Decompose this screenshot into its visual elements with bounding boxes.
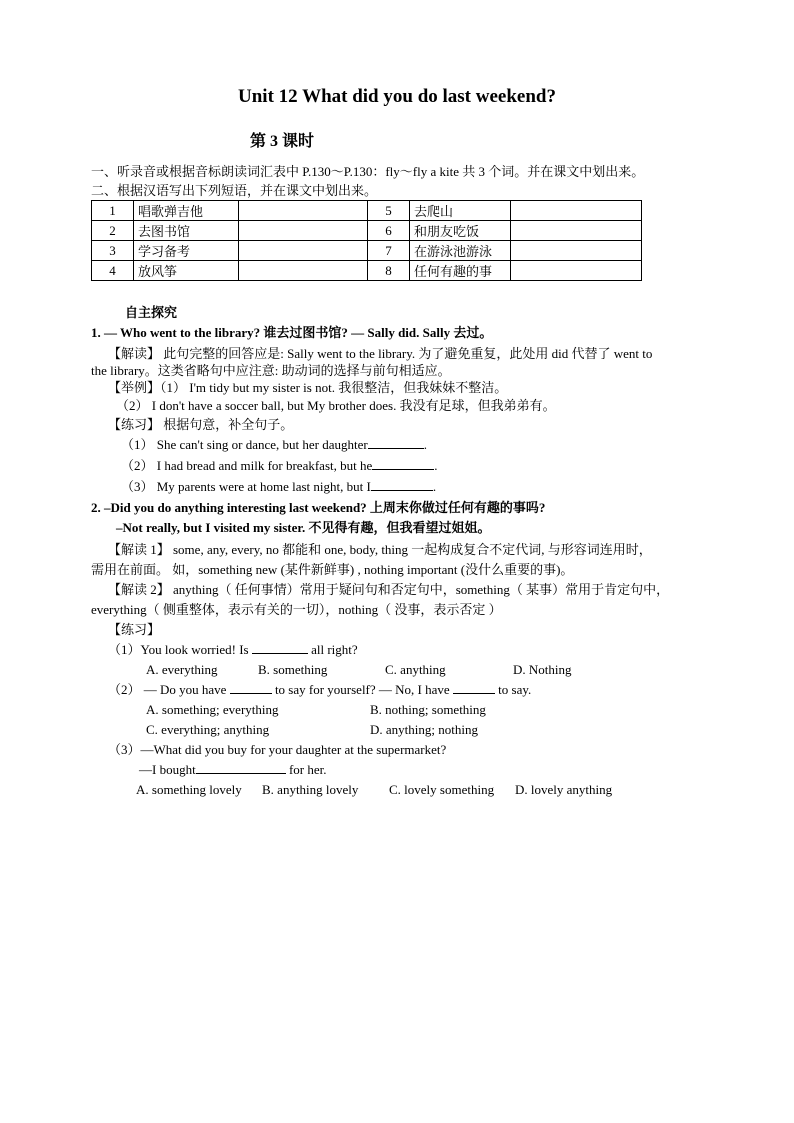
exercise-2-option-c[interactable]: C. everything; anything	[146, 722, 270, 737]
question-2-heading: 2. –Did you do anything interesting last weekend? 上周末你做过任何有趣的事吗?	[91, 500, 546, 515]
answer-cell[interactable]	[511, 221, 642, 241]
exercise-3-option-a[interactable]: A. something lovely	[136, 782, 242, 797]
section-heading: 自主探究	[125, 305, 178, 320]
phrase-chinese: 和朋友吃饭	[410, 221, 511, 241]
exercise-2-option-d[interactable]: D. anything; nothing	[370, 722, 478, 737]
answer-blank[interactable]	[371, 478, 433, 491]
exercise-2: （2） — Do you have to say for yourself? — No, I have to say.	[108, 682, 532, 697]
row-number: 5	[368, 201, 410, 221]
answer-blank[interactable]	[196, 761, 286, 774]
answer-cell[interactable]	[511, 201, 642, 221]
exercise-3-option-b[interactable]: B. anything lovely	[262, 782, 359, 797]
exercise-1: （1）You look worried! Is all right?	[108, 642, 358, 657]
answer-cell[interactable]	[511, 241, 642, 261]
exercise-1-option-d[interactable]: D. Nothing	[513, 662, 572, 677]
q2-explanation-2-line1: 【解读 2】 anything（ 任何事情）常用于疑问句和否定句中，something（ 某事）常用于肯定句中，	[108, 582, 670, 597]
exercise-1-option-c[interactable]: C. anything	[385, 662, 446, 677]
phrase-chinese: 唱歌弹吉他	[134, 201, 239, 221]
row-number: 4	[92, 261, 134, 281]
question-1-heading: 1. — Who went to the library? 谁去过图书馆? — Sally did. Sally 去过。	[91, 325, 493, 340]
answer-blank[interactable]	[453, 681, 495, 694]
task-2: 二、根据汉语写出下列短语，并在课文中划出来。	[91, 183, 378, 198]
phrase-chinese: 学习备考	[134, 241, 239, 261]
exercise-1-option-b[interactable]: B. something	[258, 662, 328, 677]
answer-blank[interactable]	[252, 641, 308, 654]
row-number: 6	[368, 221, 410, 241]
q2-explanation-2-line2: everything（ 侧重整体，表示有关的一切），nothing（ 没事，表示否定 ）	[91, 602, 502, 617]
q1-practice-item-1: （1） She can't sing or dance, but her daughter .	[121, 437, 427, 452]
table-row	[92, 201, 642, 221]
answer-cell[interactable]	[511, 261, 642, 281]
exercise-3-question: （3）—What did you buy for your daughter at the supermarket?	[108, 742, 447, 757]
exercise-3-option-c[interactable]: C. lovely something	[389, 782, 495, 797]
exercise-2-option-b[interactable]: B. nothing; something	[370, 702, 486, 717]
table-row	[92, 261, 642, 281]
exercise-2-option-a[interactable]: A. something; everything	[146, 702, 279, 717]
answer-blank[interactable]	[372, 457, 434, 470]
exercise-1-option-a[interactable]: A. everything	[146, 662, 218, 677]
table-row	[92, 241, 642, 261]
phrase-chinese: 在游泳池游泳	[410, 241, 511, 261]
q2-explanation-1-line1: 【解读 1】 some, any, every, no 都能和 one, body, thing 一起构成复合不定代词, 与形容词连用时，	[108, 542, 652, 557]
lesson-subtitle: 第 3 课时	[250, 133, 315, 150]
q1-practice-item-2: （2） I had bread and milk for breakfast, but he .	[121, 458, 438, 473]
answer-cell[interactable]	[239, 241, 368, 261]
q2-explanation-1-line2: 需用在前面。 如，something new (某件新鲜事) , nothing important (没什么重要的事)。	[91, 562, 574, 577]
row-number: 3	[92, 241, 134, 261]
row-number: 8	[368, 261, 410, 281]
answer-blank[interactable]	[368, 436, 424, 449]
q1-example-1: 【举例】（1） I'm tidy but my sister is not. 我很整洁，但我妹妹不整洁。	[108, 380, 508, 395]
q1-example-2: （2） I don't have a soccer ball, but My brother does. 我没有足球，但我弟弟有。	[116, 398, 556, 413]
answer-cell[interactable]	[239, 261, 368, 281]
exercise-3-option-d[interactable]: D. lovely anything	[515, 782, 613, 797]
row-number: 1	[92, 201, 134, 221]
row-number: 2	[92, 221, 134, 241]
phrase-chinese: 放风筝	[134, 261, 239, 281]
q1-explanation-line2: the library。这类省略句中应注意: 助动词的选择与前句相适应。	[91, 363, 451, 378]
q1-practice-item-3: （3） My parents were at home last night, but I .	[121, 479, 437, 494]
page-title: Unit 12 What did you do last weekend?	[238, 86, 556, 107]
exercise-3-answer: —I bought for her.	[139, 762, 327, 777]
answer-blank[interactable]	[230, 681, 272, 694]
answer-cell[interactable]	[239, 201, 368, 221]
question-2-answer: –Not really, but I visited my sister. 不见得有趣，但我看望过姐姐。	[116, 520, 491, 535]
phrase-chinese: 去爬山	[410, 201, 511, 221]
phrase-chinese: 去图书馆	[134, 221, 239, 241]
answer-cell[interactable]	[239, 221, 368, 241]
q1-practice-heading: 【练习】 根据句意，补全句子。	[108, 417, 294, 432]
task-1: 一、听录音或根据音标朗读词汇表中 P.130～P.130：fly～fly a kite 共 3 个词。并在课文中划出来。	[91, 164, 645, 179]
phrase-table	[91, 200, 642, 281]
phrase-chinese: 任何有趣的事	[410, 261, 511, 281]
q2-practice-heading: 【练习】	[108, 622, 161, 637]
row-number: 7	[368, 241, 410, 261]
table-row	[92, 221, 642, 241]
q1-explanation-line1: 【解读】 此句完整的回答应是: Sally went to the library. 为了避免重复，此处用 did 代替了 went to	[108, 346, 653, 361]
